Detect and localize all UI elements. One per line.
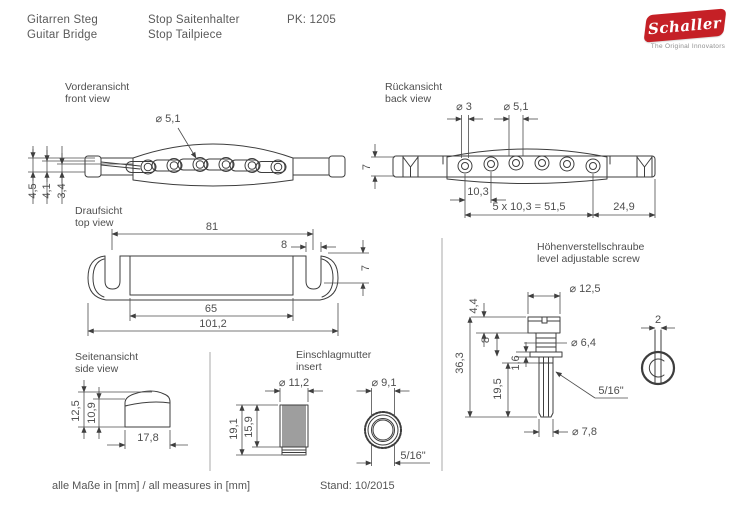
dim-screw-thread-length: 19,5	[492, 378, 504, 400]
screw-label-de: Höhenverstellschraube	[537, 241, 645, 253]
dim-screw-head-dia: ⌀ 12,5	[569, 283, 601, 295]
dim-back-end-offset: 24,9	[613, 201, 635, 213]
logo-brand-text: Schaller	[647, 13, 723, 38]
top-view	[75, 205, 372, 336]
front-view-geometry	[85, 144, 345, 186]
dim-side-height-base: 10,9	[86, 402, 98, 424]
dim-back-pitch-total: 5 x 10,3 = 51,5	[492, 201, 566, 213]
dim-insert-length-total: 19,1	[228, 418, 240, 440]
dim-screw-neck-height: 8	[480, 336, 492, 344]
screw-geometry	[528, 317, 674, 417]
dim-insert-length-knurl: 15,9	[243, 416, 255, 438]
dim-screw-thread: 5/16"	[598, 385, 624, 397]
top-view-geometry	[88, 256, 338, 300]
dim-back-height: 7	[361, 163, 373, 171]
side-view	[70, 351, 188, 449]
dim-screw-slot-width: 2	[654, 314, 662, 326]
dim-side-width: 17,8	[137, 432, 159, 444]
front-view-label-en: front view	[65, 93, 110, 105]
dim-side-height-total: 12,5	[70, 400, 82, 422]
dim-screw-shaft-dia: ⌀ 7,8	[572, 426, 597, 438]
dim-back-inner-hole: ⌀ 3	[456, 101, 472, 113]
dim-top-body-len: 65	[204, 303, 218, 315]
side-view-label-en: side view	[75, 363, 119, 375]
dim-screw-total-height: 36,3	[454, 352, 466, 374]
revision-date: Stand: 10/2015	[320, 480, 395, 492]
back-view-label-en: back view	[385, 93, 432, 105]
dim-back-hole: ⌀ 5,1	[503, 101, 529, 113]
side-view-label-de: Seitenansicht	[75, 351, 139, 363]
front-view	[27, 81, 345, 204]
dim-back-pitch: 10,3	[467, 186, 489, 198]
dim-insert-outer-dia: ⌀ 11,2	[278, 377, 310, 389]
dim-top-slot-width: 8	[280, 239, 288, 251]
screw-label-en: level adjustable screw	[537, 253, 640, 265]
dim-screw-head-height: 4,4	[468, 298, 480, 314]
front-view-label-de: Vorderansicht	[65, 81, 130, 93]
product-en: Stop Tailpiece	[148, 28, 223, 41]
units-note: alle Maße in [mm] / all measures in [mm]	[52, 480, 251, 492]
back-view-geometry	[393, 149, 655, 184]
top-view-label-de: Draufsicht	[75, 205, 123, 217]
side-view-geometry	[125, 391, 170, 427]
dim-front-h1: 4,5	[27, 183, 39, 199]
screw-view	[454, 241, 675, 438]
product-de: Stop Saitenhalter	[148, 14, 240, 26]
dim-top-stud-span: 81	[205, 221, 219, 233]
dim-front-h2: 4,1	[41, 183, 53, 199]
dim-top-total-len: 101,2	[199, 318, 227, 330]
title-en: Guitar Bridge	[27, 28, 98, 41]
dim-top-slot-depth: 7	[360, 264, 372, 272]
dim-front-hole-dia: ⌀ 5,1	[155, 113, 181, 125]
dim-screw-neck-dia: ⌀ 6,4	[571, 337, 596, 349]
back-view	[361, 81, 655, 218]
dim-front-h3: 3,4	[56, 183, 68, 199]
dim-screw-washer: 1,6	[510, 355, 522, 371]
insert-label-en: insert	[296, 361, 322, 373]
insert-geometry	[280, 405, 401, 455]
top-view-label-en: top view	[75, 217, 114, 229]
dim-insert-thread: 5/16"	[400, 450, 426, 462]
insert-view	[228, 349, 430, 466]
dim-insert-bore-dia: ⌀ 9,1	[371, 377, 397, 389]
logo-tagline: The Original Innovators	[650, 43, 726, 50]
title-de: Gitarren Steg	[27, 14, 98, 26]
part-number: PK: 1205	[287, 14, 336, 26]
insert-label-de: Einschlagmutter	[296, 349, 372, 361]
back-view-label-de: Rückansicht	[385, 81, 443, 93]
